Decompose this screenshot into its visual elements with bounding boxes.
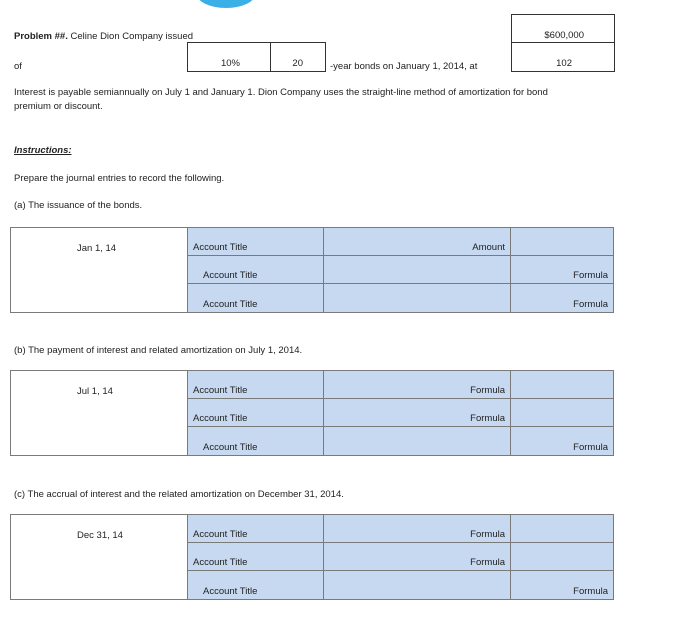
section-c-row-2-account[interactable]: Account Title xyxy=(187,542,324,571)
problem-label: Problem ##. xyxy=(14,31,68,42)
section-a-row-2-debit[interactable] xyxy=(323,255,511,284)
section-a-row-3-debit[interactable] xyxy=(323,283,511,313)
section-c-date: Dec 31, 14 xyxy=(77,530,123,541)
section-b-row-2-credit[interactable] xyxy=(510,398,614,427)
face-value-input[interactable] xyxy=(511,14,615,44)
section-c-row-3-account[interactable]: Account Title xyxy=(187,570,324,600)
decorative-arc xyxy=(196,0,256,8)
section-c-date-cell xyxy=(10,514,188,600)
price-input[interactable] xyxy=(511,42,615,72)
section-a-row-2-account[interactable]: Account Title xyxy=(187,255,324,284)
section-a-date: Jan 1, 14 xyxy=(77,243,117,254)
section-a-row-2-credit[interactable]: Formula xyxy=(510,255,614,284)
section-a-date-cell xyxy=(10,227,188,313)
section-b-row-1-debit[interactable]: Formula xyxy=(323,370,511,399)
face-value: $600,000 xyxy=(544,29,584,41)
section-a-row-1-account[interactable]: Account Title xyxy=(187,227,324,256)
section-c-row-2-debit[interactable]: Formula xyxy=(323,542,511,571)
section-a-row-3-credit[interactable]: Formula xyxy=(510,283,614,313)
section-c-row-2-credit[interactable] xyxy=(510,542,614,571)
section-b-label: (b) The payment of interest and related amortization on July 1, 2014. xyxy=(14,345,303,356)
section-b-date-cell xyxy=(10,370,188,456)
rate-input[interactable] xyxy=(187,42,271,72)
section-b-row-3-credit[interactable]: Formula xyxy=(510,426,614,456)
section-b-row-1-account[interactable]: Account Title xyxy=(187,370,324,399)
years-value: 20 xyxy=(292,57,303,69)
section-a-row-3-account[interactable]: Account Title xyxy=(187,283,324,313)
section-b-row-2-account[interactable]: Account Title xyxy=(187,398,324,427)
section-b-row-1-credit[interactable] xyxy=(510,370,614,399)
section-a-row-1-credit[interactable] xyxy=(510,227,614,256)
section-b-row-2-debit[interactable]: Formula xyxy=(323,398,511,427)
section-c-row-3-credit[interactable]: Formula xyxy=(510,570,614,600)
description-line-2: premium or discount. xyxy=(14,101,103,112)
description-line-1: Interest is payable semiannually on July 1 and January 1. Dion Company uses the straight-line method of amortization for bond xyxy=(14,87,548,98)
problem-statement xyxy=(14,31,193,42)
section-b-date: Jul 1, 14 xyxy=(77,386,113,397)
rate-value: 10% xyxy=(220,57,240,69)
section-a-row-1-debit[interactable]: Amount xyxy=(323,227,511,256)
instructions-prompt: Prepare the journal entries to record the following. xyxy=(14,173,225,184)
section-c-row-1-debit[interactable]: Formula xyxy=(323,514,511,543)
price-value: 102 xyxy=(556,57,572,69)
years-input[interactable] xyxy=(270,42,326,72)
section-c-row-1-account[interactable]: Account Title xyxy=(187,514,324,543)
section-c-row-3-debit[interactable] xyxy=(323,570,511,600)
instructions-heading: Instructions: xyxy=(14,145,72,156)
issuer-text: Celine Dion Company issued xyxy=(70,31,194,42)
section-a-label: (a) The issuance of the bonds. xyxy=(14,200,143,211)
of-label: of xyxy=(14,61,22,72)
section-c-label: (c) The accrual of interest and the related amortization on December 31, 2014. xyxy=(14,489,344,500)
year-text: -year bonds on January 1, 2014, at xyxy=(330,61,478,72)
section-b-row-3-account[interactable]: Account Title xyxy=(187,426,324,456)
section-b-row-3-debit[interactable] xyxy=(323,426,511,456)
section-c-row-1-credit[interactable] xyxy=(510,514,614,543)
